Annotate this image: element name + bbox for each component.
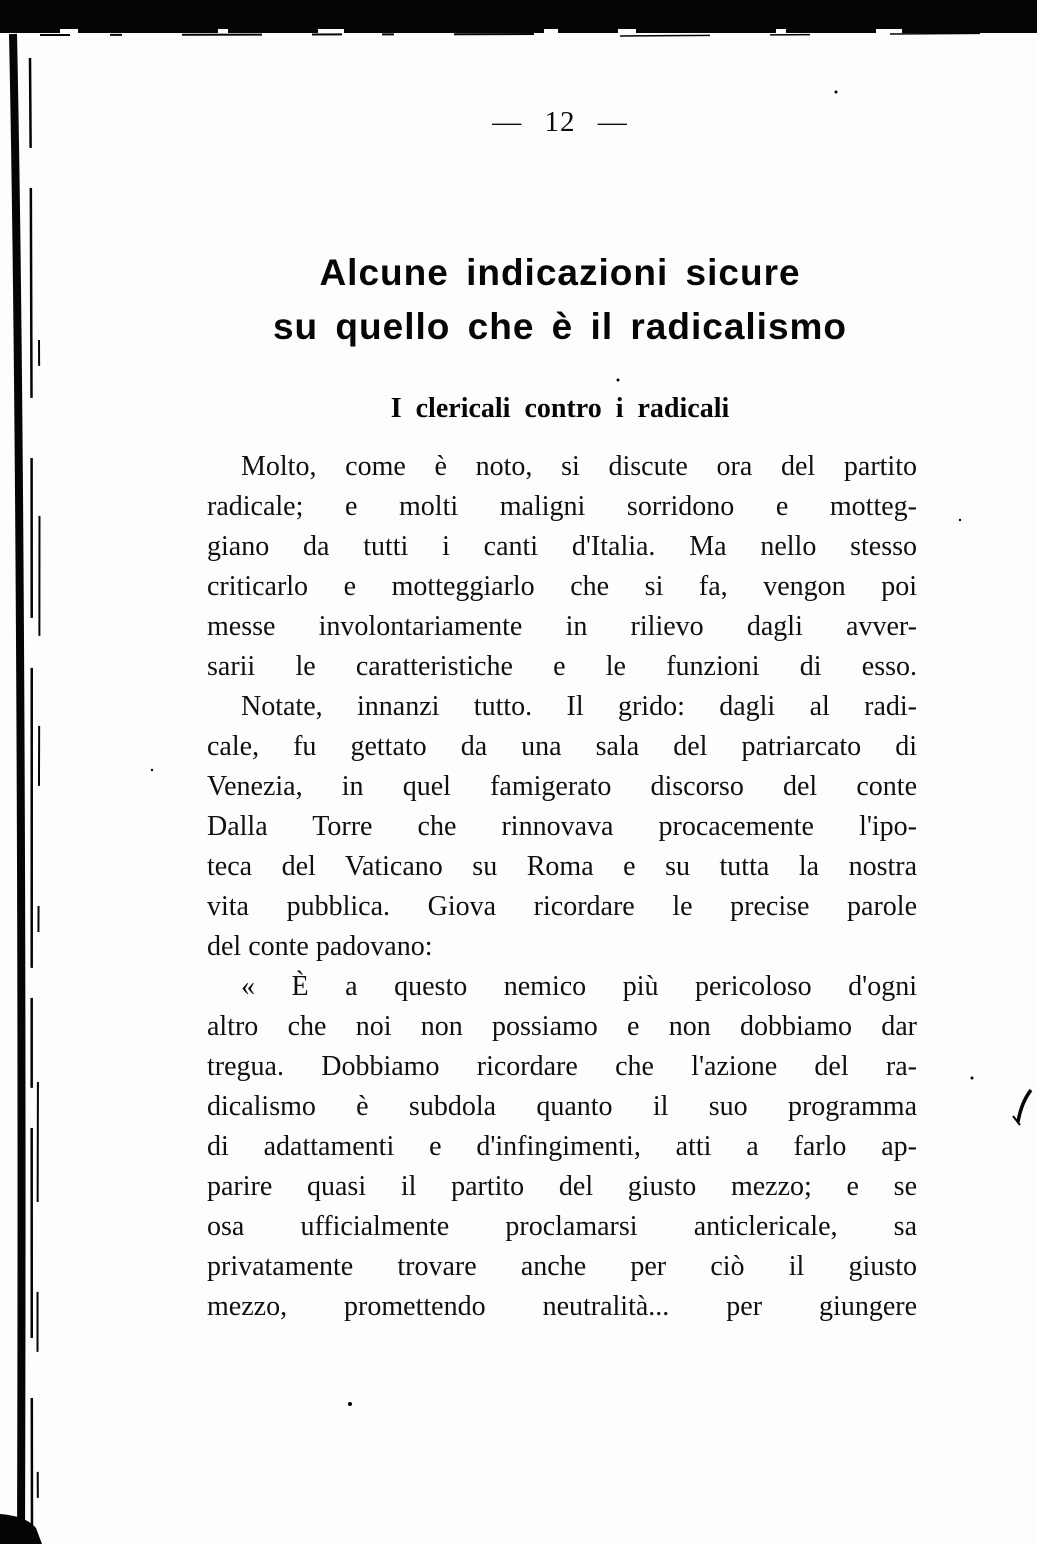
text-line: privatamente trovare anche per ciò il giusto bbox=[207, 1251, 917, 1282]
scanner-edge-bar bbox=[0, 0, 1037, 36]
text-line: messe involontariamente in rilievo dagli avver- bbox=[207, 611, 917, 642]
text-line: sarii le caratteristiche e le funzioni di esso. bbox=[207, 651, 917, 682]
text-line: Dalla Torre che rinnovava procacemente l'ipo- bbox=[207, 811, 917, 842]
chapter-title bbox=[155, 246, 965, 354]
chapter-title-line-1: Alcune indicazioni sicure bbox=[319, 252, 801, 293]
page-number: — 12 — bbox=[492, 106, 628, 138]
text-line: Notate, innanzi tutto. Il grido: dagli al radi- bbox=[241, 691, 917, 722]
pen-mark bbox=[1013, 1090, 1031, 1125]
chapter-title-line-2: su quello che è il radicalismo bbox=[272, 306, 848, 347]
text-line: radicale; e molti maligni sorridono e motteg- bbox=[207, 491, 917, 522]
text-line: Molto, come è noto, si discute ora del partito bbox=[241, 451, 917, 482]
text-line: del conte padovano: bbox=[207, 931, 433, 962]
text-line: di adattamenti e d'infingimenti, atti a farlo ap- bbox=[207, 1131, 917, 1162]
text-line: cale, fu gettato da una sala del patriarcato di bbox=[207, 731, 917, 762]
text-line: mezzo, promettendo neutralità... per giungere bbox=[207, 1291, 917, 1322]
text-line: Venezia, in quel famigerato discorso del conte bbox=[207, 771, 917, 802]
text-line: osa ufficialmente proclamarsi anticlericale, sa bbox=[207, 1211, 917, 1242]
text-line: criticarlo e motteggiarlo che si fa, vengon poi bbox=[207, 571, 917, 602]
text-line: parire quasi il partito del giusto mezzo; e se bbox=[207, 1171, 917, 1202]
text-line: dicalismo è subdola quanto il suo programma bbox=[207, 1091, 917, 1122]
text-line: giano da tutti i canti d'Italia. Ma nello stesso bbox=[207, 531, 917, 562]
text-line: teca del Vaticano su Roma e su tutta la nostra bbox=[207, 851, 917, 882]
text-line: « È a questo nemico più pericoloso d'ogni bbox=[241, 971, 917, 1002]
text-line: altro che noi non possiamo e non dobbiamo dar bbox=[207, 1011, 917, 1042]
book-spine-artifact bbox=[0, 34, 42, 1544]
text-line: vita pubblica. Giova ricordare le precise parole bbox=[207, 891, 917, 922]
text-line: tregua. Dobbiamo ricordare che l'azione del ra- bbox=[207, 1051, 917, 1082]
body-text bbox=[207, 447, 917, 1327]
section-heading: I clericali contro i radicali bbox=[390, 393, 730, 424]
